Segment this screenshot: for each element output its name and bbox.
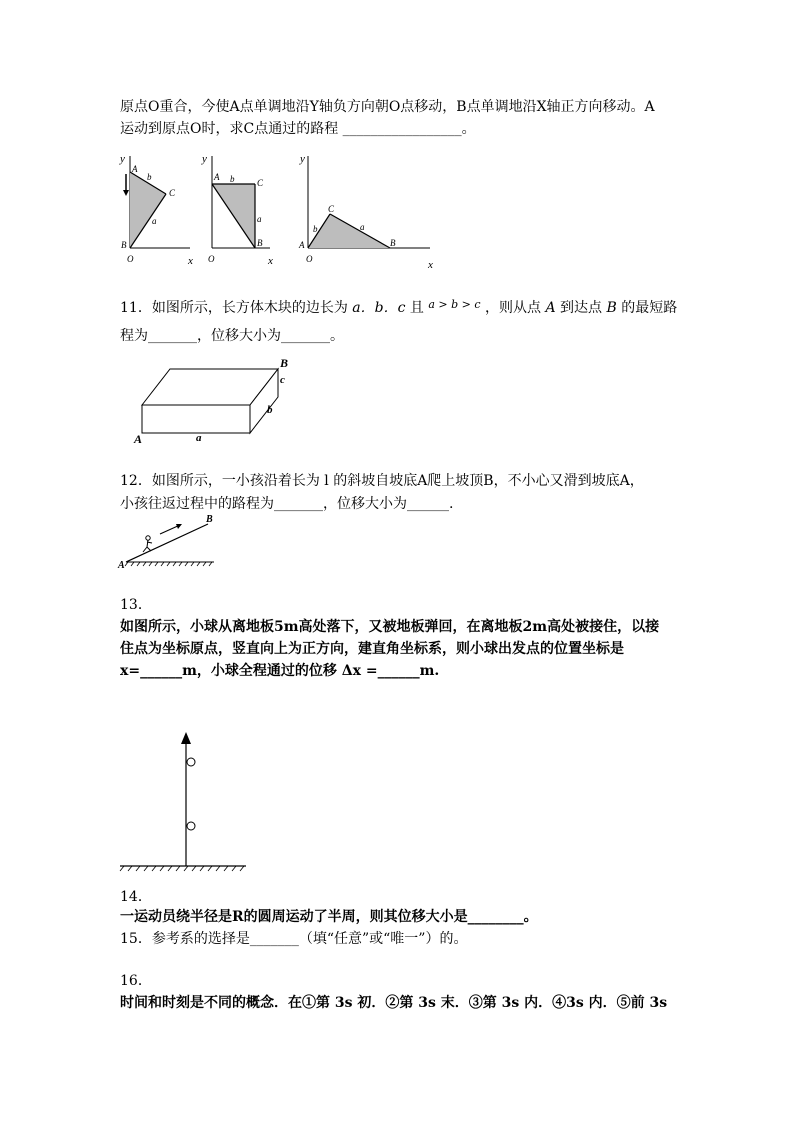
svg-text:O: O bbox=[127, 254, 134, 264]
svg-text:x: x bbox=[188, 255, 193, 267]
svg-text:O: O bbox=[208, 254, 215, 264]
q13-text-line2: 住点为坐标原点，竖直向上为正方向，建直角坐标系，则小球出发点的位置坐标是 bbox=[120, 641, 624, 657]
svg-text:O: O bbox=[306, 254, 313, 264]
q10-diagram-1 bbox=[119, 153, 193, 267]
svg-text:C: C bbox=[328, 204, 335, 214]
q12-child-figure bbox=[143, 536, 152, 552]
q16-text-line1: 时间和时刻是不同的概念．在①第 3s 初．②第 3s 末．③第 3s 内．④3s 内．⑤前 3s bbox=[120, 995, 668, 1011]
q13-figure-axis bbox=[118, 728, 250, 876]
svg-text:y: y bbox=[202, 153, 207, 165]
svg-text:B: B bbox=[121, 240, 127, 250]
q13-ball-start bbox=[187, 758, 195, 766]
q11-point-a: A bbox=[545, 300, 556, 316]
svg-text:a: a bbox=[360, 222, 365, 232]
q10-text-line1: 原点O重合，今使A点单调地沿Y轴负方向朝O点移动，B点单调地沿X轴正方向移动。A bbox=[120, 99, 655, 115]
q14-text-line1: 一运动员绕半径是R的圆周运动了半周，则其位移大小是________。 bbox=[120, 909, 538, 925]
svg-text:B: B bbox=[390, 238, 396, 248]
q11-figure-cuboid bbox=[130, 355, 300, 447]
q11-text-line1 bbox=[120, 294, 677, 319]
q11-suffix: 的最短路 bbox=[621, 300, 678, 316]
svg-text:b: b bbox=[313, 224, 318, 234]
q12-figure-slope bbox=[112, 512, 222, 570]
q16-number: 16． bbox=[120, 973, 152, 989]
q13-text-line3: x=______m，小球全程通过的位移 Δx =______m. bbox=[120, 663, 440, 679]
q15-text-line1: 15．参考系的选择是_______（填“任意”或“唯一”）的。 bbox=[120, 931, 468, 947]
svg-text:y: y bbox=[120, 153, 125, 165]
svg-text:C: C bbox=[257, 178, 264, 188]
q11-prefix: 11．如图所示，长方体木块的边长为 bbox=[120, 300, 348, 316]
q10-figure bbox=[110, 148, 450, 273]
q13-text-line1: 如图所示，小球从离地板5m高处落下，又被地板弹回，在离地板2m高处被接住，以接 bbox=[120, 619, 660, 635]
q11-text-line2: 程为_______，位移大小为_______。 bbox=[120, 328, 344, 344]
q12-text-line2: 小孩往返过程中的路程为_______，位移大小为______. bbox=[120, 496, 454, 512]
svg-text:x: x bbox=[268, 255, 273, 267]
svg-text:b: b bbox=[267, 404, 273, 416]
svg-text:B: B bbox=[280, 356, 289, 370]
q11-condition: a > b > c bbox=[428, 298, 481, 311]
svg-text:A: A bbox=[118, 560, 125, 571]
svg-text:b: b bbox=[230, 174, 235, 184]
q11-from: ，则从点 bbox=[484, 300, 541, 316]
q12-text-line1: 12．如图所示，一小孩沿着长为 l 的斜坡自坡底A爬上坡顶B，不小心又滑到坡底A， bbox=[120, 473, 644, 489]
q13-ball-caught bbox=[187, 822, 195, 830]
svg-text:A: A bbox=[134, 432, 143, 446]
svg-text:a: a bbox=[196, 432, 202, 444]
q13-number: 13． bbox=[120, 597, 152, 613]
svg-text:A: A bbox=[299, 240, 305, 250]
q14-number: 14． bbox=[120, 889, 152, 905]
svg-text:x: x bbox=[428, 259, 433, 271]
svg-text:a: a bbox=[152, 216, 157, 226]
svg-text:c: c bbox=[280, 374, 285, 386]
q10-diagram-2 bbox=[201, 153, 273, 267]
svg-text:y: y bbox=[300, 153, 305, 165]
svg-text:B: B bbox=[257, 238, 263, 248]
q11-and: 且 bbox=[409, 300, 424, 316]
svg-text:b: b bbox=[147, 172, 152, 182]
svg-text:A: A bbox=[214, 172, 220, 182]
svg-text:C: C bbox=[169, 188, 176, 198]
svg-text:A: A bbox=[132, 164, 138, 174]
q11-vars: a．b．c bbox=[352, 300, 406, 316]
svg-text:B: B bbox=[206, 514, 213, 525]
q11-point-b: B bbox=[606, 300, 617, 316]
q11-to: 到达点 bbox=[560, 300, 603, 316]
q10-diagram-3 bbox=[298, 153, 433, 271]
q10-text-line2: 运动到原点O时，求C点通过的路程 _________________。 bbox=[120, 121, 476, 137]
svg-text:a: a bbox=[257, 214, 262, 224]
